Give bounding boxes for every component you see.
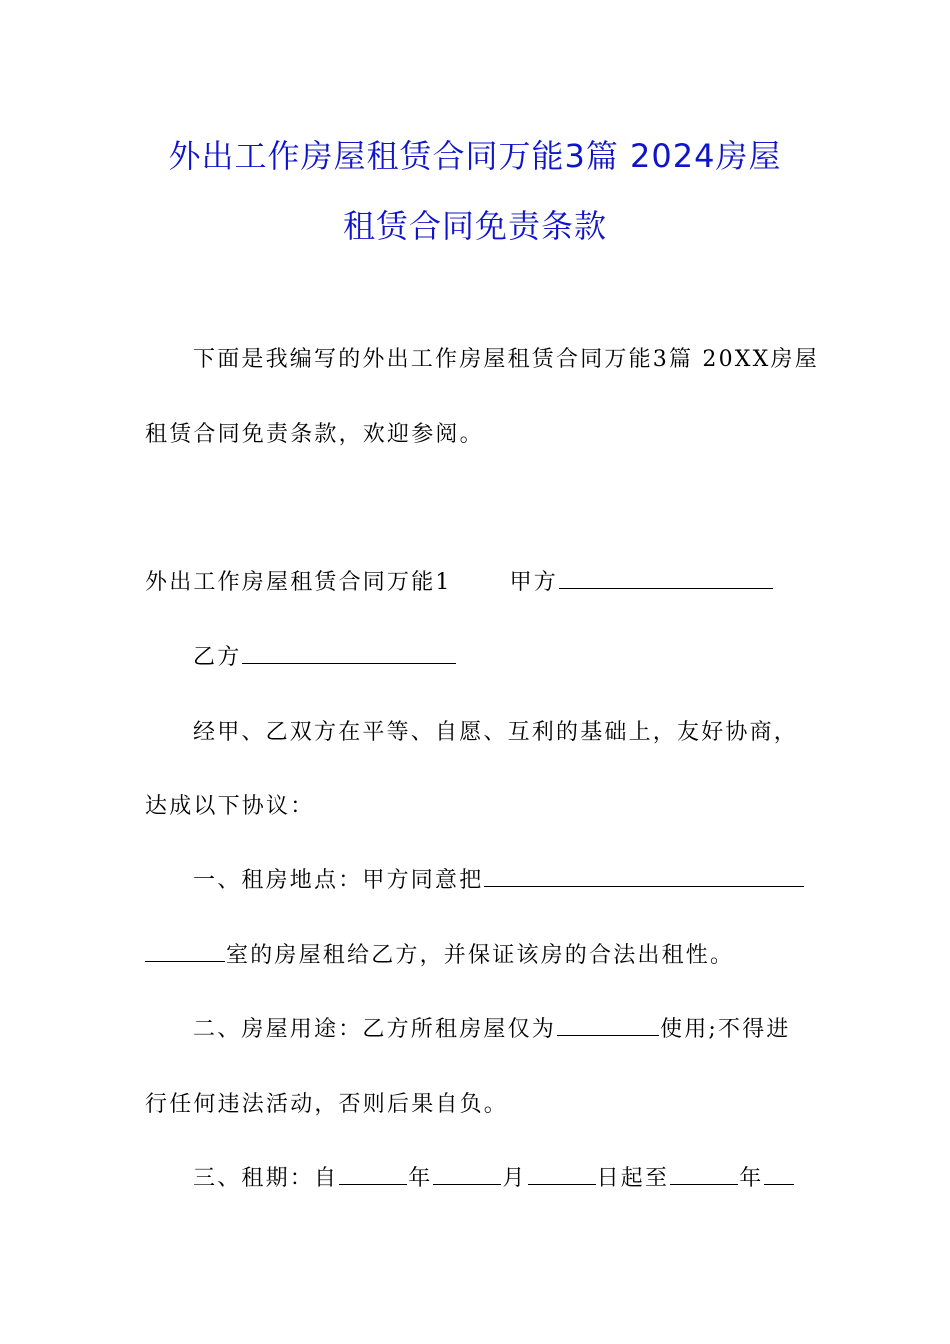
clause-2-text: 二、房屋用途：乙方所租房屋仅为 xyxy=(193,1017,557,1042)
start-day-blank xyxy=(528,1164,596,1185)
start-month-blank xyxy=(433,1164,501,1185)
clause-2-line-1 xyxy=(193,1015,791,1045)
end-month-blank xyxy=(764,1164,794,1185)
intro-paragraph-line-2 xyxy=(145,420,484,450)
clause-2-use-blank xyxy=(557,1015,659,1036)
party-b-label: 乙方 xyxy=(193,645,242,670)
document-title-line-1: 外出工作房屋租赁合同万能3篇 2024房屋 xyxy=(168,137,782,175)
clause-1-text: 一、租房地点：甲方同意把 xyxy=(193,868,484,893)
clause-1-room-blank xyxy=(145,941,225,962)
month-label: 月 xyxy=(502,1166,527,1191)
clause-2-text: 行任何违法活动，否则后果自负。 xyxy=(145,1092,509,1117)
end-year-blank xyxy=(670,1164,738,1185)
start-year-blank xyxy=(339,1164,407,1185)
year-label: 年 xyxy=(408,1166,433,1191)
party-b-blank xyxy=(242,643,456,664)
day-to-label: 日起至 xyxy=(596,1166,670,1191)
year-label-2: 年 xyxy=(739,1166,764,1191)
clause-1-text: 室的房屋租给乙方，并保证该房的合法出租性。 xyxy=(226,943,735,968)
clause-1-line-2 xyxy=(145,941,734,971)
party-a-label: 甲方 xyxy=(509,570,559,595)
clause-1-address-blank xyxy=(484,866,804,887)
agreement-text: 达成以下协议： xyxy=(145,794,315,819)
clause-1-line-1 xyxy=(193,866,805,896)
clause-3-line-1 xyxy=(193,1164,795,1194)
agreement-line-2 xyxy=(145,792,314,822)
clause-2-line-2 xyxy=(145,1090,508,1120)
section-1-heading-line xyxy=(145,568,774,598)
section-1-heading: 外出工作房屋租赁合同万能1 xyxy=(145,570,452,595)
intro-text: 下面是我编写的外出工作房屋租赁合同万能3篇 20XX房屋 xyxy=(193,347,819,372)
party-a-blank xyxy=(559,568,773,589)
party-b-line xyxy=(193,643,457,673)
intro-paragraph-line-1 xyxy=(193,345,819,375)
agreement-text: 经甲、乙双方在平等、自愿、互利的基础上，友好协商， xyxy=(193,720,799,745)
clause-2-text-b: 使用;不得进 xyxy=(660,1017,791,1042)
agreement-line-1 xyxy=(193,718,798,748)
document-title-line-2: 租赁合同免责条款 xyxy=(342,207,607,245)
clause-3-prefix: 三、租期：自 xyxy=(193,1166,339,1191)
intro-text: 租赁合同免责条款，欢迎参阅。 xyxy=(145,422,484,447)
